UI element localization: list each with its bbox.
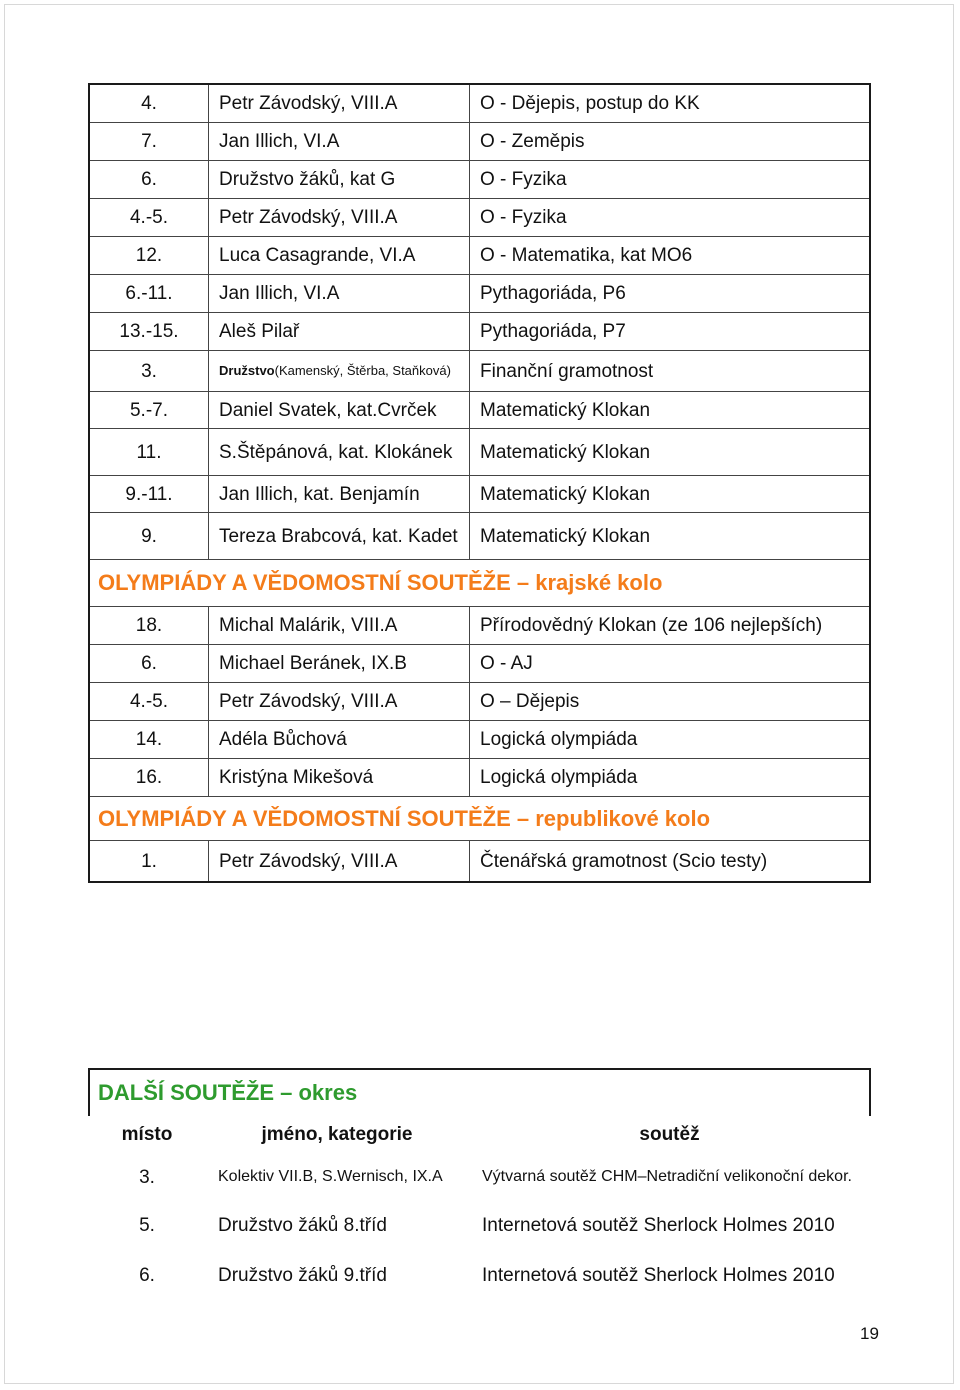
table-row: [90, 429, 869, 476]
name-cell: S.Štěpánová, kat. Klokánek: [208, 429, 470, 475]
name-cell: Kristýna Mikešová: [208, 759, 470, 796]
competition-cell: Internetová soutěž Sherlock Holmes 2010: [482, 1214, 835, 1236]
section-heading-national: OLYMPIÁDY A VĚDOMOSTNÍ SOUTĚŽE – republikové kolo: [90, 797, 869, 841]
table-row: [90, 351, 869, 392]
place-cell: 12.: [135, 245, 163, 266]
table-row: [90, 392, 869, 429]
competition-cell: O - Dějepis, postup do KK: [480, 93, 700, 114]
results-table: [88, 83, 871, 883]
table-row: [90, 513, 869, 560]
column-header-place: místo: [121, 1124, 173, 1145]
name-cell: Daniel Svatek, kat.Cvrček: [208, 392, 470, 428]
name-cell: Petr Závodský, VIII.A: [208, 683, 470, 720]
name-cell: Petr Závodský, VIII.A: [208, 85, 470, 122]
table-row: [90, 199, 869, 237]
table-row: [90, 645, 869, 683]
name-cell: Adéla Bůchová: [208, 721, 470, 758]
table-row: [90, 275, 869, 313]
competition-cell: O - Fyzika: [480, 169, 567, 190]
table-row: [90, 683, 869, 721]
name-cell: Michal Malárik, VIII.A: [208, 607, 470, 644]
place-cell: 7.: [141, 131, 157, 152]
name-cell: Družstvo žáků, kat G: [208, 161, 470, 198]
competition-cell: Matematický Klokan: [480, 441, 651, 463]
place-cell: 14.: [135, 729, 163, 750]
name-cell: Aleš Pilař: [208, 313, 470, 350]
competition-cell: O - Matematika, kat MO6: [480, 245, 693, 266]
table-row: [90, 161, 869, 199]
place-cell: 18.: [135, 615, 163, 636]
table-row: [90, 313, 869, 351]
competition-cell: Čtenářská gramotnost (Scio testy): [480, 850, 768, 872]
competition-cell: Výtvarná soutěž CHM–Netradiční velikonoční dekor.: [482, 1168, 852, 1185]
place-cell: 6.: [141, 653, 157, 674]
name-cell: Petr Závodský, VIII.A: [208, 199, 470, 236]
place-cell: 4.: [141, 93, 157, 114]
column-header-competition: soutěž: [639, 1124, 700, 1145]
competition-cell: Přírodovědný Klokan (ze 106 nejlepších): [480, 615, 823, 636]
page-number: 19: [860, 1324, 879, 1343]
team-members: (Kamenský, Štěrba, Staňková): [274, 363, 451, 378]
section-heading-regional: OLYMPIÁDY A VĚDOMOSTNÍ SOUTĚŽE – krajské kolo: [90, 560, 869, 607]
table-row: [88, 1250, 871, 1300]
place-cell: 13.-15.: [119, 321, 179, 342]
table-row: [90, 721, 869, 759]
place-cell: 1.: [141, 850, 157, 872]
place-cell: 6.: [139, 1264, 155, 1286]
competition-cell: O – Dějepis: [480, 691, 580, 712]
name-cell: Luca Casagrande, VI.A: [208, 237, 470, 274]
name-cell: Petr Závodský, VIII.A: [208, 841, 470, 881]
section-heading-district: DALŠÍ SOUTĚŽE – okres: [88, 1068, 871, 1116]
competition-cell: Matematický Klokan: [480, 525, 651, 547]
competition-cell: Logická olympiáda: [480, 729, 638, 750]
competition-cell: Pythagoriáda, P7: [480, 321, 626, 342]
name-cell: Družstvo žáků 9.tříd: [218, 1264, 387, 1286]
place-cell: 3.: [141, 360, 157, 382]
name-cell: Michael Beránek, IX.B: [208, 645, 470, 682]
table-row: [90, 759, 869, 797]
place-cell: 9.-11.: [125, 483, 173, 505]
place-cell: 4.-5.: [129, 207, 169, 228]
place-cell: 16.: [135, 767, 163, 788]
competition-cell: O - Fyzika: [480, 207, 567, 228]
competition-cell: Internetová soutěž Sherlock Holmes 2010: [482, 1264, 835, 1286]
competition-cell: Pythagoriáda, P6: [480, 283, 626, 304]
district-table: [88, 1116, 871, 1300]
competition-cell: O - Zeměpis: [480, 131, 585, 152]
table-row: [88, 1200, 871, 1250]
name-cell: Jan Illich, VI.A: [208, 123, 470, 160]
place-cell: 9.: [141, 525, 157, 547]
table-row: [90, 123, 869, 161]
table-row: [90, 237, 869, 275]
table-row: [90, 607, 869, 645]
competition-cell: Matematický Klokan: [480, 399, 651, 421]
table-row: [90, 85, 869, 123]
place-cell: 11.: [136, 441, 162, 463]
competition-cell: O - AJ: [480, 653, 533, 674]
competition-cell: Finanční gramotnost: [480, 360, 654, 382]
column-header-name: jméno, kategorie: [261, 1124, 413, 1145]
place-cell: 5.: [139, 1214, 155, 1236]
name-cell: [208, 351, 470, 391]
name-cell: Tereza Brabcová, kat. Kadet: [208, 513, 470, 559]
team-name: [219, 363, 451, 379]
team-label: Družstvo: [219, 363, 275, 378]
place-cell: 6.-11.: [125, 283, 173, 304]
name-cell: Jan Illich, kat. Benjamín: [208, 476, 470, 512]
competition-cell: Logická olympiáda: [480, 767, 638, 788]
table-header-row: [88, 1116, 871, 1154]
name-cell: Jan Illich, VI.A: [208, 275, 470, 312]
table-row: [90, 841, 869, 881]
place-cell: 4.-5.: [129, 691, 169, 712]
name-cell: Družstvo žáků 8.tříd: [218, 1214, 387, 1236]
name-cell: Kolektiv VII.B, S.Wernisch, IX.A: [218, 1168, 443, 1185]
table-row: [88, 1154, 871, 1200]
table-row: [90, 476, 869, 513]
place-cell: 6.: [141, 169, 157, 190]
place-cell: 3.: [139, 1166, 155, 1188]
competition-cell: Matematický Klokan: [480, 483, 651, 505]
place-cell: 5.-7.: [129, 399, 169, 421]
